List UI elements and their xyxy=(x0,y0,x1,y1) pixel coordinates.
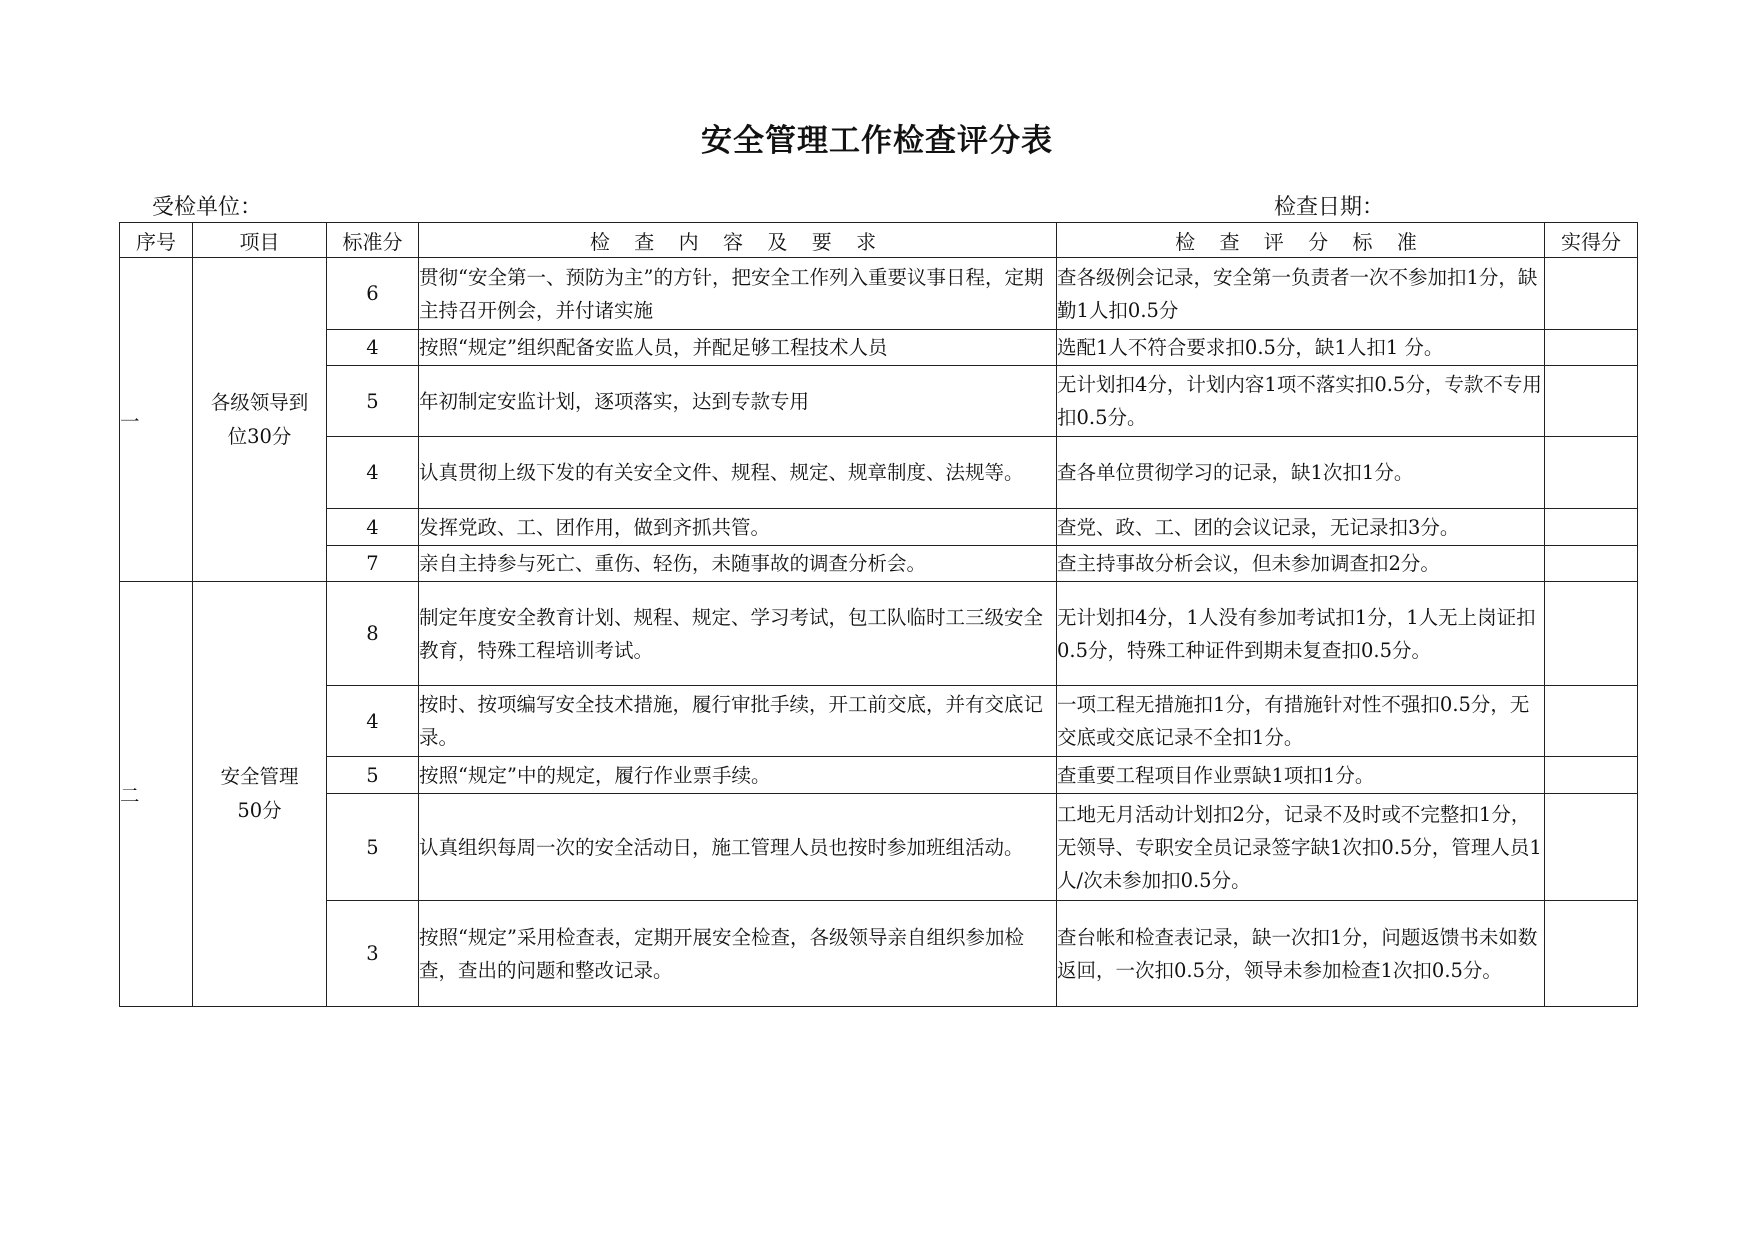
standard-score: 4 xyxy=(327,330,419,366)
actual-score-cell[interactable] xyxy=(1545,546,1638,582)
check-content: 认真贯彻上级下发的有关安全文件、规程、规定、规章制度、法规等。 xyxy=(419,437,1057,509)
inspected-unit-label: 受检单位： xyxy=(152,195,263,220)
table-row xyxy=(120,258,1638,330)
group-seq: 一 xyxy=(120,258,193,582)
actual-score-cell[interactable] xyxy=(1545,330,1638,366)
group-item xyxy=(193,582,327,1007)
scoring-criteria: 一项工程无措施扣1分，有措施针对性不强扣0.5分，无交底或交底记录不全扣1分。 xyxy=(1057,686,1545,757)
standard-score: 8 xyxy=(327,582,419,686)
scoring-criteria: 查主持事故分析会议，但未参加调查扣2分。 xyxy=(1057,546,1545,582)
score-table xyxy=(119,222,1638,1007)
scoring-criteria: 查台帐和检查表记录，缺一次扣1分，问题返馈书未如数返回，一次扣0.5分，领导未参加检查1次扣0.5分。 xyxy=(1057,901,1545,1007)
check-content: 亲自主持参与死亡、重伤、轻伤，未随事故的调查分析会。 xyxy=(419,546,1057,582)
check-content: 按照“规定”采用检查表，定期开展安全检查，各级领导亲自组织参加检查，查出的问题和整改记录。 xyxy=(419,901,1057,1007)
table-row xyxy=(120,582,1638,686)
actual-score-cell[interactable] xyxy=(1545,686,1638,757)
standard-score: 7 xyxy=(327,546,419,582)
scoring-criteria: 查各单位贯彻学习的记录，缺1次扣1分。 xyxy=(1057,437,1545,509)
table-row xyxy=(120,901,1638,1007)
scoring-criteria: 无计划扣4分，1人没有参加考试扣1分，1人无上岗证扣0.5分，特殊工种证件到期未复查扣0.5分。 xyxy=(1057,582,1545,686)
standard-score: 5 xyxy=(327,757,419,794)
scoring-criteria: 无计划扣4分，计划内容1项不落实扣0.5分，专款不专用扣0.5分。 xyxy=(1057,366,1545,437)
header-content: 检 查 内 容 及 要 求 xyxy=(419,223,1057,258)
actual-score-cell[interactable] xyxy=(1545,366,1638,437)
table-row xyxy=(120,794,1638,901)
actual-score-cell[interactable] xyxy=(1545,794,1638,901)
scoring-criteria: 查党、政、工、团的会议记录，无记录扣3分。 xyxy=(1057,509,1545,546)
table-row xyxy=(120,686,1638,757)
check-content: 认真组织每周一次的安全活动日，施工管理人员也按时参加班组活动。 xyxy=(419,794,1057,901)
header-seq: 序号 xyxy=(120,223,193,258)
check-content: 制定年度安全教育计划、规程、规定、学习考试，包工队临时工三级安全教育，特殊工程培训考试。 xyxy=(419,582,1057,686)
actual-score-cell[interactable] xyxy=(1545,509,1638,546)
group-seq: 二 xyxy=(120,582,193,1007)
actual-score-cell[interactable] xyxy=(1545,437,1638,509)
group-item-label: 各级领导到位30分 xyxy=(210,390,309,448)
table-row xyxy=(120,757,1638,794)
standard-score: 6 xyxy=(327,258,419,330)
check-content: 按照“规定”中的规定，履行作业票手续。 xyxy=(419,757,1057,794)
check-content: 年初制定安监计划，逐项落实，达到专款专用 xyxy=(419,366,1057,437)
standard-score: 3 xyxy=(327,901,419,1007)
header-actual-score: 实得分 xyxy=(1545,223,1638,258)
scoring-criteria: 查重要工程项目作业票缺1项扣1分。 xyxy=(1057,757,1545,794)
scoring-criteria: 查各级例会记录，安全第一负责者一次不参加扣1分，缺勤1人扣0.5分 xyxy=(1057,258,1545,330)
header-criteria: 检 查 评 分 标 准 xyxy=(1057,223,1545,258)
table-row xyxy=(120,546,1638,582)
inspection-date-label: 检查日期： xyxy=(1274,195,1385,220)
table-row xyxy=(120,437,1638,509)
table-row xyxy=(120,509,1638,546)
standard-score: 4 xyxy=(327,686,419,757)
scoring-criteria: 工地无月活动计划扣2分，记录不及时或不完整扣1分，无领导、专职安全员记录签字缺1次扣0.5分，管理人员1人/次未参加扣0.5分。 xyxy=(1057,794,1545,901)
actual-score-cell[interactable] xyxy=(1545,582,1638,686)
check-content: 按照“规定”组织配备安监人员，并配足够工程技术人员 xyxy=(419,330,1057,366)
table-header-row xyxy=(120,223,1638,258)
header-item: 项目 xyxy=(193,223,327,258)
actual-score-cell[interactable] xyxy=(1545,901,1638,1007)
actual-score-cell[interactable] xyxy=(1545,258,1638,330)
table-row xyxy=(120,330,1638,366)
check-content: 贯彻“安全第一、预防为主”的方针，把安全工作列入重要议事日程，定期主持召开例会，并付诸实施 xyxy=(419,258,1057,330)
scoring-criteria: 选配1人不符合要求扣0.5分，缺1人扣1 分。 xyxy=(1057,330,1545,366)
page-title: 安全管理工作检查评分表 xyxy=(701,123,1053,159)
actual-score-cell[interactable] xyxy=(1545,757,1638,794)
group-item-label: 安全管理50分 xyxy=(220,765,299,822)
header-standard-score: 标准分 xyxy=(327,223,419,258)
group-item xyxy=(193,258,327,582)
standard-score: 5 xyxy=(327,794,419,901)
standard-score: 4 xyxy=(327,509,419,546)
standard-score: 4 xyxy=(327,437,419,509)
check-content: 发挥党政、工、团作用，做到齐抓共管。 xyxy=(419,509,1057,546)
check-content: 按时、按项编写安全技术措施，履行审批手续，开工前交底，并有交底记录。 xyxy=(419,686,1057,757)
standard-score: 5 xyxy=(327,366,419,437)
table-row xyxy=(120,366,1638,437)
